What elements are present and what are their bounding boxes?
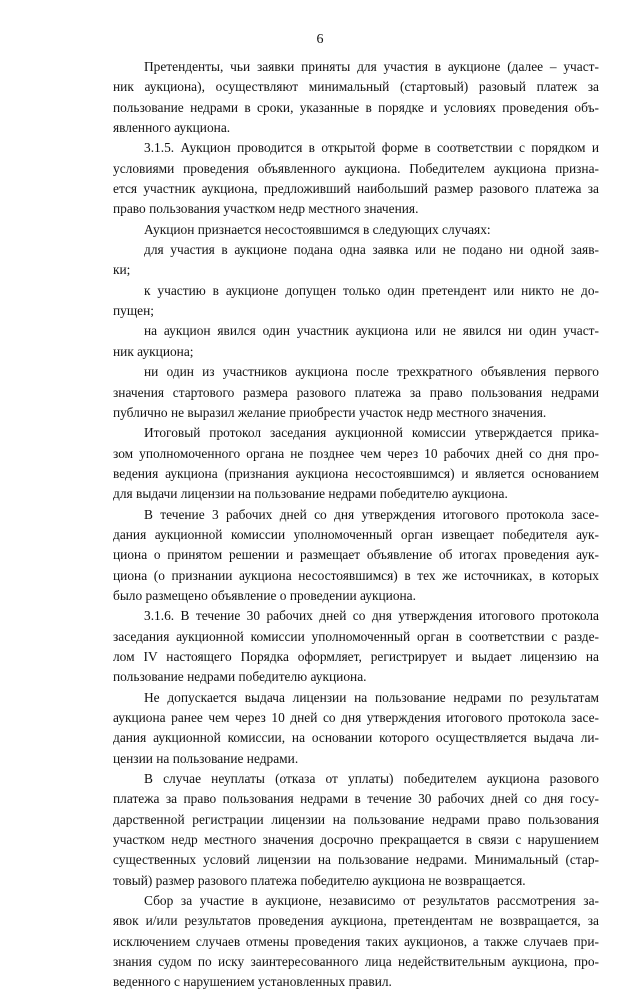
text-line: на аукцион явился один участник аукциона или не явился ни один участ- [144,323,599,339]
text-line: явленного аукциона. [113,120,231,136]
text-line: лом IV настоящего Порядка оформляет, регистрирует и выдает лицензию на [113,648,599,664]
text-line: Не допускается выдача лицензии на пользование недрами по результатам [144,689,599,705]
text-line: заседания аукционной комиссии уполномоченный орган в соответствии с разде- [113,628,599,644]
text-line: 3.1.6. В течение 30 рабочих дней со дня утверждения итогового протокола [144,608,599,624]
text-line: было размещено объявление о проведении аукциона. [113,587,416,603]
text-line: платежа за право пользования недрами в течение 30 рабочих дней со дня госу- [113,791,599,807]
text-line: Претенденты, чьи заявки приняты для участия в аукционе (далее – участ- [144,59,599,74]
text-line: товый) размер разового платежа победителю аукциона не возвращается. [113,872,526,888]
text-line: к участию в аукционе допущен только один претендент или никто не до- [144,282,599,298]
text-line: Сбор за участие в аукционе, независимо от результатов рассмотрения за- [144,893,599,909]
text-line: пользование недрами в сроки, указанные в порядке и условиях проведения объ- [113,99,599,115]
text-line: ник аукциона; [113,343,194,359]
text-line: циона (о признании аукциона несостоявшимся) в тех же источниках, в которых [113,567,599,583]
text-line: пущен; [113,303,155,319]
text-line: дарственной регистрации лицензии на пользование недрами право пользования [113,811,599,827]
text-line: В течение 3 рабочих дней со дня утверждения итогового протокола засе- [144,506,599,522]
text-line: ни один из участников аукциона после трехкратного объявления первого [144,364,599,380]
text-line: аукциона ранее чем через 10 дней со дня утверждения итогового протокола засе- [113,710,599,725]
text-line: знания судом по иску заинтересованного лица недействительным аукциона, про- [113,954,599,970]
document-body [113,57,599,993]
text-line: Итоговый протокол заседания аукционной комиссии утверждается прика- [144,425,599,441]
text-line: веденного с нарушением установленных правил. [113,974,392,990]
text-line: право пользования участком недр местного значения. [113,201,419,217]
text-line: значения стартового размера разового платежа за право пользования недрами [113,384,599,400]
text-line: существенных условий лицензии на пользование недрами. Минимальный (стар- [113,852,599,868]
text-line: Аукцион признается несостоявшимся в следующих случаях: [144,221,491,237]
text-line: для участия в аукционе подана одна заявка или не подано ни одной заяв- [144,242,599,258]
text-line: 3.1.5. Аукцион проводится в открытой форме в соответствии с порядком и [144,140,599,156]
text-line: участком недр местного значения досрочно прекращается в связи с нарушением [113,832,599,848]
text-line: дания аукционной комиссии, на основании которого осуществляется выдача ли- [113,730,599,746]
text-line: явок и/или результатов проведения аукциона, претендентам не возвращается, за [113,913,599,929]
text-line: условиями проведения объявленного аукциона. Победителем аукциона призна- [113,160,599,176]
text-line: ки; [113,262,131,278]
text-line: В случае неуплаты (отказа от уплаты) победителем аукциона разового [144,771,599,787]
text-line: ник аукциона), осуществляют минимальный (стартовый) разовый платеж за [113,79,599,95]
text-line: циона о принятом решении и размещает объявление об итогах проведения аук- [113,547,599,563]
text-line: цензии на пользование недрами. [113,750,299,766]
text-line: исключением случаев отмены проведения таких аукционов, а также случаев при- [113,933,599,949]
text-line: для выдачи лицензии на пользование недрами победителю аукциона. [113,486,508,502]
text-line: пользование недрами победителю аукциона. [113,669,367,685]
text-line: публично не выразил желание приобрести участок недр местного значения. [113,404,547,420]
page-number: 6 [316,32,324,47]
text-line: ведения аукциона (признания аукциона несостоявшимся) и является основанием [113,465,599,481]
text-line: дания аукционной комиссии уполномоченный орган извещает победителя аук- [113,526,599,542]
text-line: ется участник аукциона, предложивший наибольший размер разового платежа за [113,181,599,197]
text-line: зом уполномоченного органа не позднее чем через 10 рабочих дней со дня про- [113,445,599,461]
